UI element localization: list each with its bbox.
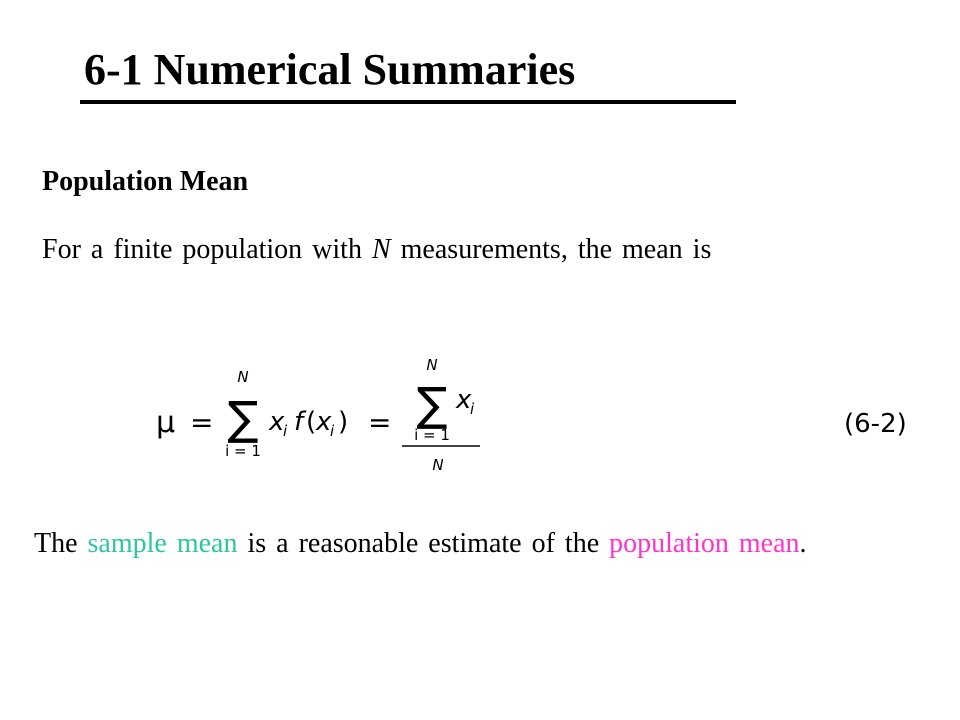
term-open-paren: ( [306, 407, 317, 437]
sum1-sigma: ∑ [227, 391, 259, 445]
formula-equals-1: = [190, 406, 214, 439]
population-mean-term: population mean [609, 528, 800, 559]
denominator-n: N [432, 456, 444, 474]
term-fx: x [316, 407, 332, 437]
term-f: f [294, 407, 304, 437]
definition-prefix: For a finite population with [42, 234, 372, 265]
slide-title: 6-1 Numerical Summaries [84, 45, 576, 94]
formula-graphic [150, 352, 930, 480]
term-x: x [269, 407, 285, 437]
equation-number: (6-2) [844, 409, 907, 439]
definition-text [42, 228, 802, 272]
sum2-sigma: ∑ [416, 377, 448, 431]
sample-mean-term: sample mean [87, 528, 238, 559]
sum2-lower-limit: i = 1 [414, 426, 450, 444]
population-mean-formula [150, 352, 930, 480]
definition-variable-n: N [371, 234, 391, 265]
formula-mu: μ [156, 405, 176, 440]
numerator-x: x [456, 385, 472, 415]
numerator-x-subscript: i [470, 400, 475, 418]
definition-suffix: measurements, the mean is [390, 234, 712, 265]
conclusion-part1: The [34, 528, 88, 559]
term-close-paren: ) [338, 407, 349, 437]
conclusion-text [34, 522, 814, 566]
title-underline [80, 100, 736, 104]
sum2-upper-limit: N [426, 356, 438, 374]
term-fx-subscript: i [330, 422, 335, 440]
conclusion-part2: is a reasonable estimate of the [237, 528, 610, 559]
formula-equals-2: = [368, 406, 392, 439]
sum1-lower-limit: i = 1 [225, 442, 261, 460]
section-heading: Population Mean [42, 166, 249, 197]
sum1-upper-limit: N [237, 368, 249, 386]
term-x-subscript: i [283, 422, 288, 440]
conclusion-part3: . [799, 528, 807, 559]
